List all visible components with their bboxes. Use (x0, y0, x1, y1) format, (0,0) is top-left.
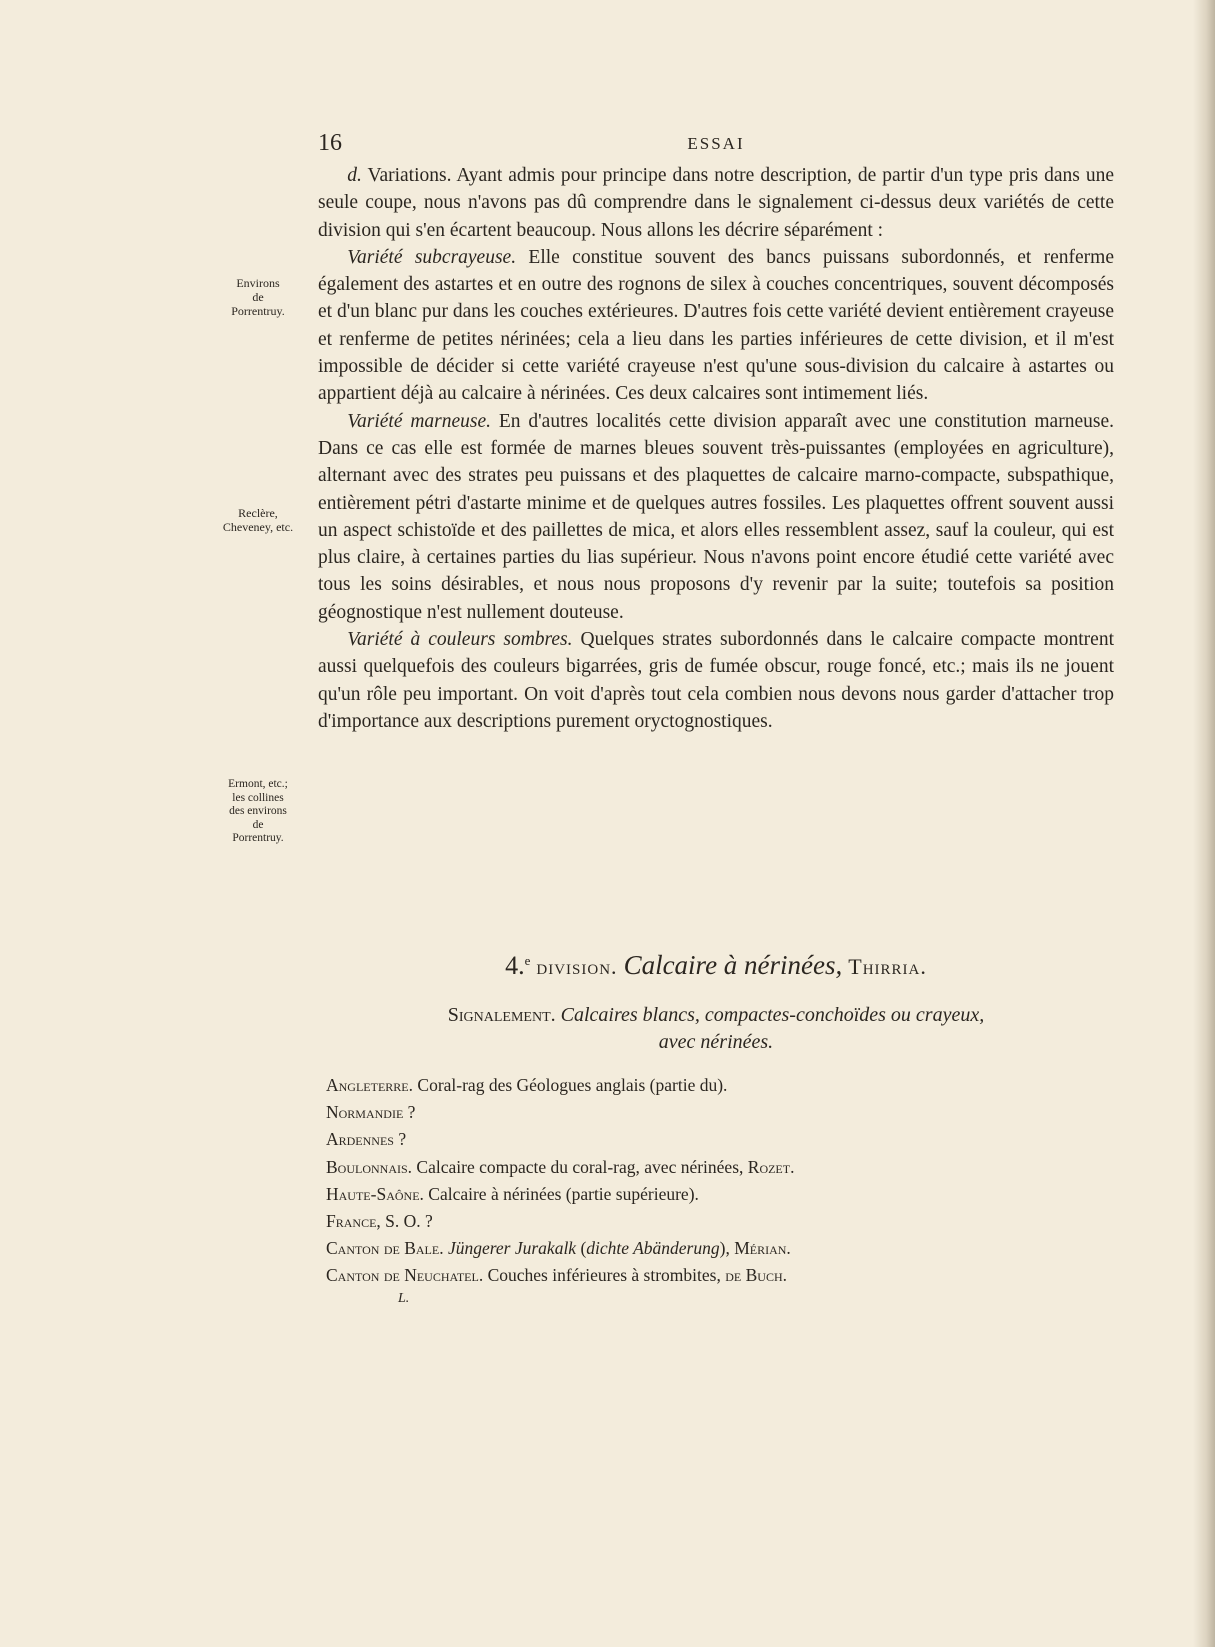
paragraph-lead: d. (347, 165, 362, 186)
signalement-line: Calcaires blancs, compactes-conchoïdes ou crayeux, (560, 1004, 985, 1026)
locality-name: Haute-Saône. (326, 1183, 424, 1204)
page-number: 16 (318, 130, 342, 156)
paragraph-lead: Variété marneuse. (347, 410, 492, 432)
division-heading (318, 950, 1114, 981)
list-item (326, 1181, 1026, 1208)
division-number-sup: e (524, 953, 531, 968)
locality-text: Coral-rag des Géologues anglais (partie du). (413, 1075, 728, 1095)
locality-author: de Buch. (725, 1265, 787, 1286)
paragraph-lead: Variété subcrayeuse. (347, 246, 517, 268)
signalement (318, 1002, 1114, 1056)
paragraph-text: Elle constitue souvent des bancs puissans subordonnés, et renferme également des astartes et en outre des rognons de silex à couches concentriques, souvent décomposés et d'un blanc pur dans les couches extérieures. D'autres fois cette variété devient entièrement crayeuse et renferme de petites nérinées; cela a lieu dans les parties inférieures de cette division, et il m'est impossible de décider si cette variété crayeuse n'est qu'une sous-division du calcaire à astartes ou appartient déjà au calcaire à nérinées. Ces deux calcaires sont intimement liés. (318, 246, 1114, 405)
localities-list (326, 1072, 1026, 1290)
division-author: Thirria. (848, 954, 927, 979)
paragraph-subcrayeuse (318, 244, 1114, 408)
signalement-line: avec nérinées. (658, 1031, 774, 1053)
locality-name: Canton de Bale. (326, 1238, 444, 1259)
locality-name: Angleterre. (326, 1075, 414, 1095)
locality-name: France, S. O. ? (326, 1211, 433, 1232)
margin-note-ermont (208, 778, 308, 846)
paragraph-marneuse (318, 408, 1114, 626)
list-item (326, 1208, 1026, 1235)
locality-name: Normandie ? (326, 1102, 416, 1123)
margin-note-line: de (252, 818, 264, 831)
page-edge-shadow (1193, 0, 1215, 1647)
signature-mark: L. (398, 1291, 410, 1306)
paragraph-couleurs-sombres (318, 626, 1114, 735)
locality-text: Jüngerer Jurakalk (443, 1238, 577, 1259)
locality-text: Calcaire à nérinées (partie supérieure). (423, 1183, 699, 1204)
running-title: ESSAI (687, 134, 745, 153)
locality-text: Couches inférieures à strombites, (483, 1265, 726, 1286)
margin-note-line: Porrentruy. (232, 832, 284, 844)
locality-name: Boulonnais. (326, 1156, 413, 1177)
margin-note-line: Porrentruy. (231, 304, 285, 318)
margin-note-line: Ermont, etc.; (228, 778, 288, 790)
list-item (326, 1126, 1026, 1153)
locality-name: Canton de Neuchatel. (326, 1265, 484, 1286)
signalement-label: Signalement. (447, 1004, 556, 1026)
paragraph-text: Variations. Ayant admis pour principe dans notre description, de partir d'un type pris dans une seule coupe, nous n'avons pas dû comprendre dans le signalement ci-dessus deux variétés de cette division qui s'en écartent beaucoup. Nous allons les décrire séparément : (318, 165, 1114, 241)
margin-note-line: de (252, 290, 264, 304)
margin-note-line: des environs (229, 805, 287, 817)
margin-note-line: Environs (236, 276, 280, 290)
list-item (326, 1099, 1026, 1126)
locality-text: Calcaire compacte du coral-rag, avec nérinées, (412, 1156, 748, 1177)
division-number: 4. (505, 951, 525, 980)
list-item (326, 1262, 1026, 1289)
paragraph-lead: Variété à couleurs sombres. (347, 629, 573, 651)
paragraph-text: Quelques strates subordonnés dans le calcaire compacte montrent aussi quelquefois des couleurs bigarrées, gris de fumée obscur, rouge foncé, etc.; mais ils ne jouent qu'un rôle peu important. On voit d'après tout cela combien nous devons nous garder d'attacher trop d'importance aux descriptions purement oryctognostiques. (318, 629, 1114, 732)
locality-author: Mérian. (734, 1238, 791, 1259)
margin-note-line: Reclère, (238, 506, 278, 520)
list-item (326, 1235, 1026, 1262)
page-header (318, 130, 1114, 160)
division-title: Calcaire à nérinées, (623, 950, 843, 980)
paragraph-variations (318, 162, 1114, 244)
margin-note-environs (208, 276, 308, 318)
locality-name: Ardennes ? (326, 1129, 407, 1150)
division-label: division. (536, 954, 618, 979)
margin-note-reclere (208, 506, 308, 534)
paragraph-text: En d'autres localités cette division apparaît avec une constitution marneuse. Dans ce cas elle est formée de marnes bleues souvent très-puissantes (employées en agriculture), alternant avec des strates peu puissans et des plaquettes de calcaire marno-compacte, subspathique, entièrement pétri d'astarte minime et de quelques autres fossiles. Les plaquettes offrent souvent aussi un aspect schistoïde et des paillettes de mica, et alors elles ressemblent assez, sauf la couleur, qui est plus claire, à certaines parties du lias supérieur. Nous n'avons point encore étudié cette variété avec tous les soins désirables, et nous nous proposons d'y revenir par la suite; toutefois sa position géognostique n'est nullement douteuse. (318, 410, 1114, 623)
margin-note-line: Cheveney, etc. (222, 520, 294, 534)
locality-text: dichte Abänderung (586, 1238, 720, 1259)
body-text (318, 162, 1114, 735)
locality-text: ( (576, 1238, 587, 1259)
locality-author: Rozet. (747, 1156, 795, 1177)
list-item (326, 1154, 1026, 1181)
margin-note-line: les collines (232, 791, 284, 804)
list-item (326, 1072, 1026, 1099)
locality-text: ), (719, 1238, 735, 1259)
